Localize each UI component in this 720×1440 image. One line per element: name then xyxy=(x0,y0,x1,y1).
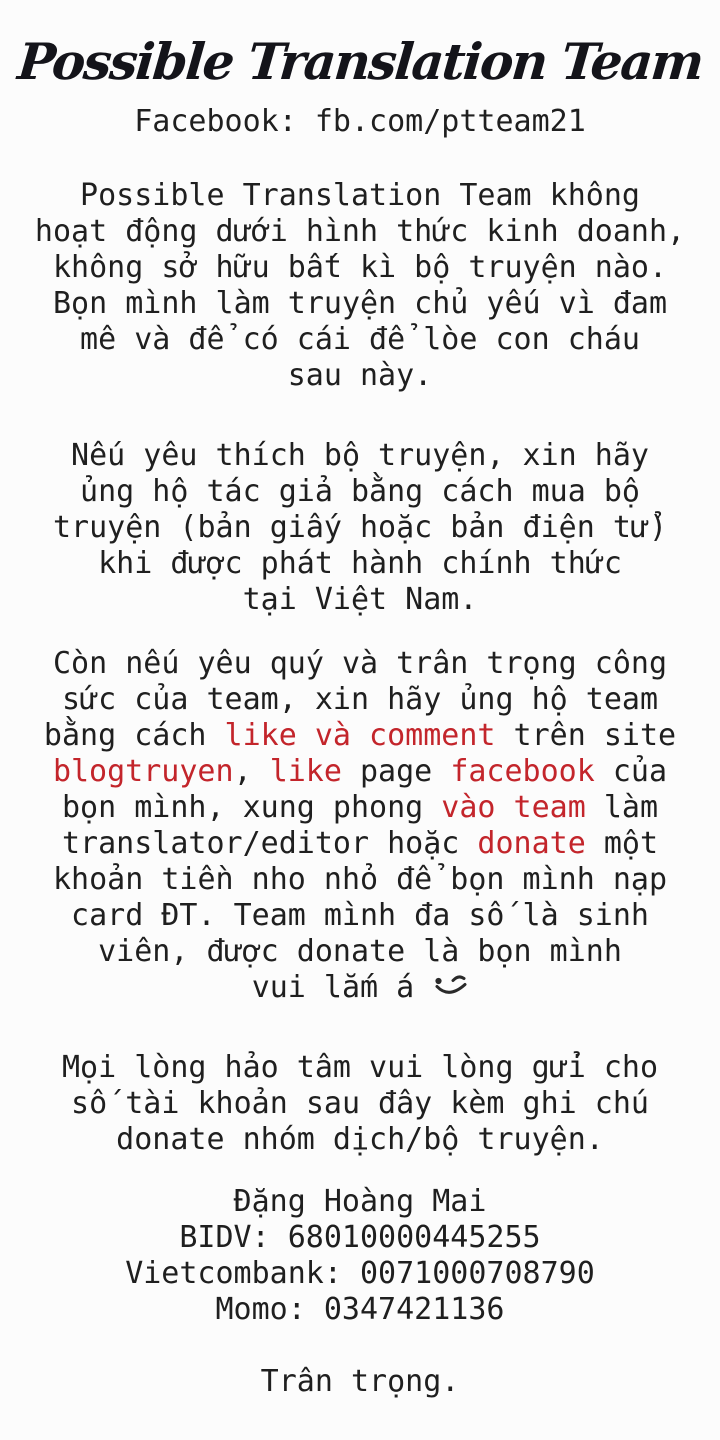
text-segment: card ĐT. Team mình đa số là sinh xyxy=(71,898,649,933)
donation-accounts xyxy=(0,1184,720,1328)
highlighted-red-text: facebook xyxy=(450,754,595,789)
paragraph-support-author xyxy=(0,438,720,618)
facebook-line: Facebook: fb.com/ptteam21 xyxy=(134,104,586,139)
account-list xyxy=(0,1220,720,1328)
text-segment: một xyxy=(585,826,659,861)
text-segment: page xyxy=(341,754,451,789)
text-line xyxy=(0,718,720,754)
text-line xyxy=(0,438,720,474)
text-line xyxy=(0,582,720,618)
paragraph-donation-note xyxy=(0,1050,720,1158)
account-holder: Đặng Hoàng Mai xyxy=(233,1184,487,1219)
text-line xyxy=(0,510,720,546)
text-line xyxy=(0,790,720,826)
text-segment: không sở hữu bất kì bộ truyện nào. xyxy=(52,250,668,285)
text-segment: Possible Translation Team không xyxy=(80,178,640,213)
text-line xyxy=(0,682,720,718)
text-segment: khoản tiền nho nhỏ để bọn mình nạp xyxy=(52,862,668,897)
text-segment: trên site xyxy=(495,718,677,753)
text-line xyxy=(0,898,720,934)
text-segment: hoạt động dưới hình thức kinh doanh, xyxy=(34,214,686,249)
text-line xyxy=(0,1122,720,1158)
text-segment: số tài khoản sau đây kèm ghi chú xyxy=(71,1086,649,1121)
text-segment: donate nhóm dịch/bộ truyện. xyxy=(116,1122,604,1157)
text-line xyxy=(0,934,720,970)
text-segment: ủng hộ tác giả bằng cách mua bộ xyxy=(80,474,640,509)
account-line-vietcombank: Vietcombank: 0071000708790 xyxy=(125,1256,595,1291)
account-line-momo: Momo: 0347421136 xyxy=(215,1292,505,1327)
text-segment: làm xyxy=(585,790,659,825)
text-segment: Nếu yêu thích bộ truyện, xin hãy xyxy=(71,438,649,473)
text-line xyxy=(0,214,720,250)
text-line xyxy=(0,286,720,322)
text-segment: Bọn mình làm truyện chủ yếu vì đam xyxy=(52,286,668,321)
text-segment: vui lắm á xyxy=(251,970,433,1005)
text-segment: tại Việt Nam. xyxy=(242,582,478,617)
text-segment: mê và để có cái để lòe con cháu xyxy=(80,322,640,357)
team-title: Possible Translation Team xyxy=(15,32,705,91)
highlighted-red-text: blogtruyen xyxy=(52,754,234,789)
text-segment: truyện (bản giấy hoặc bản điện tử) xyxy=(52,510,668,545)
highlighted-red-text: vào team xyxy=(441,790,586,825)
highlighted-red-text: donate xyxy=(477,826,586,861)
text-segment: của xyxy=(594,754,668,789)
account-line-bidv: BIDV: 68010000445255 xyxy=(179,1220,541,1255)
text-segment: Mọi lòng hảo tâm vui lòng gửi cho xyxy=(61,1050,659,1085)
text-line xyxy=(0,862,720,898)
text-segment: bọn mình, xung phong xyxy=(61,790,442,825)
paragraph-support-team xyxy=(0,646,720,1006)
highlighted-red-text: like xyxy=(269,754,342,789)
text-line xyxy=(0,1050,720,1086)
body-text xyxy=(0,178,720,1158)
text-segment: bằng cách xyxy=(43,718,225,753)
wink-smiley-icon xyxy=(434,974,468,998)
text-line xyxy=(0,322,720,358)
text-line xyxy=(0,474,720,510)
highlighted-red-text: like và comment xyxy=(224,718,496,753)
text-segment: translator/editor hoặc xyxy=(61,826,478,861)
text-segment: sức của team, xin hãy ủng hộ team xyxy=(61,682,659,717)
text-line xyxy=(0,970,720,1006)
paragraph-intro xyxy=(0,178,720,394)
text-line xyxy=(0,250,720,286)
text-segment: viên, được donate là bọn mình xyxy=(98,934,622,969)
text-line xyxy=(0,546,720,582)
text-line xyxy=(0,646,720,682)
text-segment: Còn nếu yêu quý và trân trọng công xyxy=(52,646,668,681)
text-segment: sau này. xyxy=(287,358,433,393)
text-line xyxy=(0,826,720,862)
text-line xyxy=(0,358,720,394)
text-line xyxy=(0,178,720,214)
text-segment: khi được phát hành chính thức xyxy=(98,546,622,581)
text-line xyxy=(0,1086,720,1122)
text-line xyxy=(0,754,720,790)
closing-line: Trân trọng. xyxy=(260,1364,460,1399)
text-segment: , xyxy=(233,754,270,789)
